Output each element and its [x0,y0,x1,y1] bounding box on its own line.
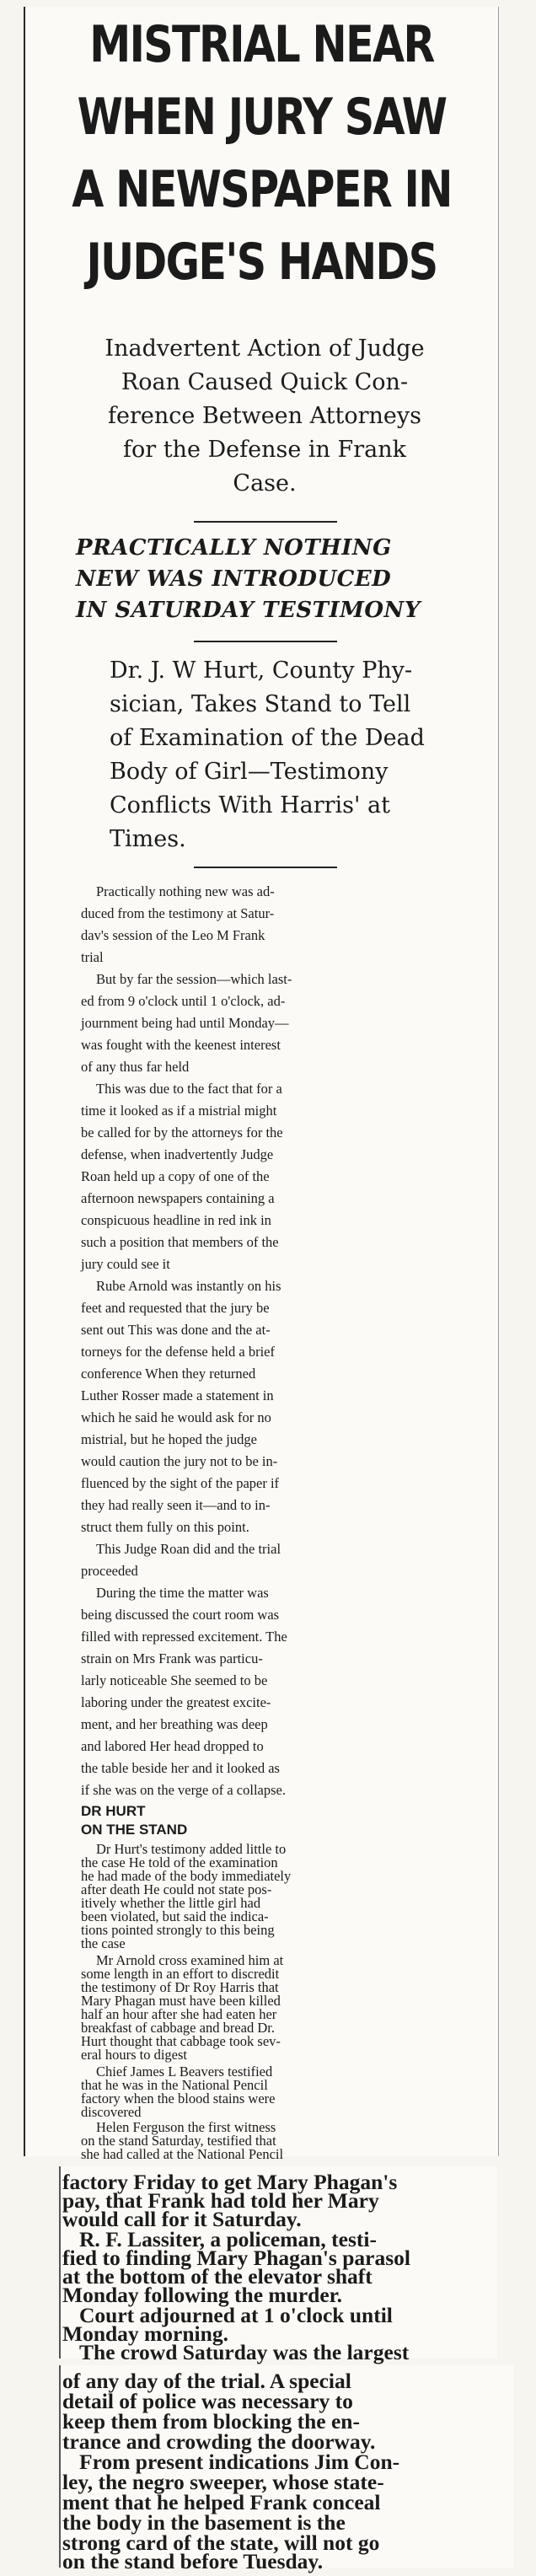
deck-1-line-2: Roan Caused Quick Con- [121,369,409,395]
subhead-line-3: IN SATURDAY TESTIMONY [76,598,421,623]
body-line: being discussed the court room was [81,1607,280,1623]
body-line: During the time the matter was [96,1585,269,1601]
section-rule [194,867,337,868]
body-line: larly noticeable She seemed to be [81,1672,268,1688]
deck-1-line-1: Inadvertent Action of Judge [105,335,425,362]
body-line: conspicuous headline in red ink in [81,1212,271,1228]
text-line: ley, the negro sweeper, whose state- [62,2470,384,2494]
text-line: pay, that Frank had told her Mary [62,2188,379,2213]
body-line: dav's session of the Leo M Frank [81,927,265,943]
body-line: the table beside her and it looked as [81,1760,280,1776]
text-line: keep them from blocking the en- [62,2409,360,2434]
deck-2-line-3: of Examination of the Dead [110,725,425,751]
deck-1-line-4: for the Defense in Frank [122,437,407,463]
body-line: the testimony of Dr Roy Harris that [81,1979,279,1995]
body-line: Luther Rosser made a statement in [81,1387,274,1403]
deck-2-line-4: Body of Girl—Testimony [110,759,389,785]
body-line: be called for by the attorneys for the [81,1124,283,1140]
body-line: strain on Mrs Frank was particu- [81,1650,263,1666]
body-line: been violated, but said the indica- [81,1908,269,1924]
text-line: trance and crowding the doorway. [62,2429,376,2454]
body-line: the case [81,1935,126,1951]
body-line: defense, when inadvertently Judge [81,1146,274,1162]
text-line: R. F. Lassiter, a policeman, testi- [79,2227,377,2251]
text-line: the body in the basement is the [62,2510,346,2535]
text-line: would call for it Saturday. [62,2207,302,2231]
body-line: they had really seen it—and to in- [81,1497,271,1513]
section-rule [194,521,337,523]
body-line: conference When they returned [81,1366,256,1382]
body-line: sent out This was done and the at- [81,1322,271,1338]
body-line: he had made of the body immediately [81,1868,292,1884]
body-line: on the stand Saturday, testified that [81,2133,276,2149]
body-line: time it looked as if a mistrial might [81,1103,277,1119]
text-line: ment that he helped Frank conceal [62,2490,381,2514]
body-line: journment being had until Monday— [81,1015,289,1031]
body-line: afternoon newspapers containing a [81,1190,275,1206]
lower-clipping-1 [59,2166,497,2364]
text-line: fied to finding Mary Phagan's parasol [62,2246,410,2270]
text-line: on the stand before Tuesday. [62,2549,324,2573]
body-line: But by far the session—which last- [96,971,292,987]
body-line: Helen Ferguson the first witness [96,2119,276,2135]
body-line: proceeded [81,1563,138,1579]
body-line: jury could see it [81,1256,170,1272]
body-line: struct them fully on this point. [81,1519,249,1535]
text-line: Court adjourned at 1 o'clock until [79,2303,393,2327]
body-line: Mr Arnold cross examined him at [96,1952,284,1968]
body-line: filled with repressed excitement. The [81,1629,287,1645]
body-line: breakfast of cabbage and bread Dr. [81,2020,275,2036]
text-line: strong card of the state, will not go [62,2530,380,2555]
deck-1-line-3: ference Between Attorneys [107,403,421,429]
body-line: Practically nothing new was ad- [96,883,275,899]
headline-line-2: WHEN JURY SAW [77,88,447,147]
body-line: that he was in the National Pencil [81,2077,268,2093]
body-line: would caution the jury not to be in- [81,1453,278,1469]
crosshead-line-2: ON THE STAND [81,1822,188,1838]
body-line: such a position that members of the [81,1234,279,1250]
body-line: ed from 9 o'clock until 1 o'clock, ad- [81,993,286,1009]
body-line: the case He told of the examination [81,1854,278,1870]
body-line: Mary Phagan must have been killed [81,1993,281,2009]
body-line: tions pointed strongly to this being [81,1922,275,1938]
deck-2-line-1: Dr. J. W Hurt, County Phy- [110,657,413,684]
text-line: The crowd Saturday was the largest [79,2340,410,2364]
text-line: factory Friday to get Mary Phagan's [62,2170,398,2194]
body-line: factory when the blood stains were [81,2090,276,2106]
headline-line-1: MISTRIAL NEAR [89,15,434,74]
body-line: which he said he would ask for no [81,1409,271,1425]
body-line: discovered [81,2104,142,2120]
subhead-line-1: PRACTICALLY NOTHING [76,535,392,561]
text-line: detail of police was necessary to [62,2389,353,2413]
deck-1-line-5: Case. [233,470,297,496]
body-line: was fought with the keenest interest [81,1037,281,1053]
deck-2-line-6: Times. [110,826,186,852]
body-line: ment, and her breathing was deep [81,1716,268,1732]
body-line: Chief James L Beavers testified [96,2063,273,2080]
body-line: fluenced by the sight of the paper if [81,1475,280,1491]
body-line: of any thus far held [81,1059,190,1075]
section-rule [194,641,337,642]
body-line: itively whether the little girl had [81,1895,261,1911]
body-line: after death He could not state pos- [81,1881,272,1897]
headline-line-4: JUDGE'S HANDS [86,233,437,292]
body-line: she had called at the National Pencil [81,2146,284,2162]
text-line: Monday morning. [62,2321,228,2346]
body-line: if she was on the verge of a collapse. [81,1782,286,1798]
main-clipping [24,7,499,2162]
body-line: torneys for the defense held a brief [81,1344,275,1360]
body-line: This Judge Roan did and the trial [96,1541,281,1557]
body-line: some length in an effort to discredit [81,1966,280,1982]
deck-2-line-2: sician, Takes Stand to Tell [110,691,411,717]
text-line: Monday following the murder. [62,2283,342,2307]
subhead-line-2: NEW WAS INTRODUCED [76,566,392,592]
text-line: From present indications Jim Con- [79,2450,400,2474]
body-line: mistrial, but he hoped the judge [81,1431,257,1447]
body-line: Roan held up a copy of one of the [81,1168,270,1184]
body-line: trial [81,949,104,965]
body-line: eral hours to digest [81,2047,188,2063]
text-line: of any day of the trial. A special [62,2369,351,2393]
headline-line-3: A NEWSPAPER IN [72,160,452,219]
body-line: laboring under the greatest excite- [81,1694,271,1710]
body-line: Rube Arnold was instantly on his [96,1278,281,1294]
body-line: This was due to the fact that for a [96,1081,282,1097]
lower-clipping-2 [59,2365,514,2573]
body-line: Hurt thought that cabbage took sev- [81,2033,281,2049]
body-line: and labored Her head dropped to [81,1738,264,1754]
body-line: Dr Hurt's testimony added little to [96,1841,287,1857]
body-line: duced from the testimony at Satur- [81,905,275,921]
text-line: at the bottom of the elevator shaft [62,2264,373,2289]
deck-2-line-5: Conflicts With Harris' at [110,792,390,818]
body-line: feet and requested that the jury be [81,1300,270,1316]
crosshead-line-1: DR HURT [81,1803,146,1819]
body-line: half an hour after she had eaten her [81,2006,277,2022]
